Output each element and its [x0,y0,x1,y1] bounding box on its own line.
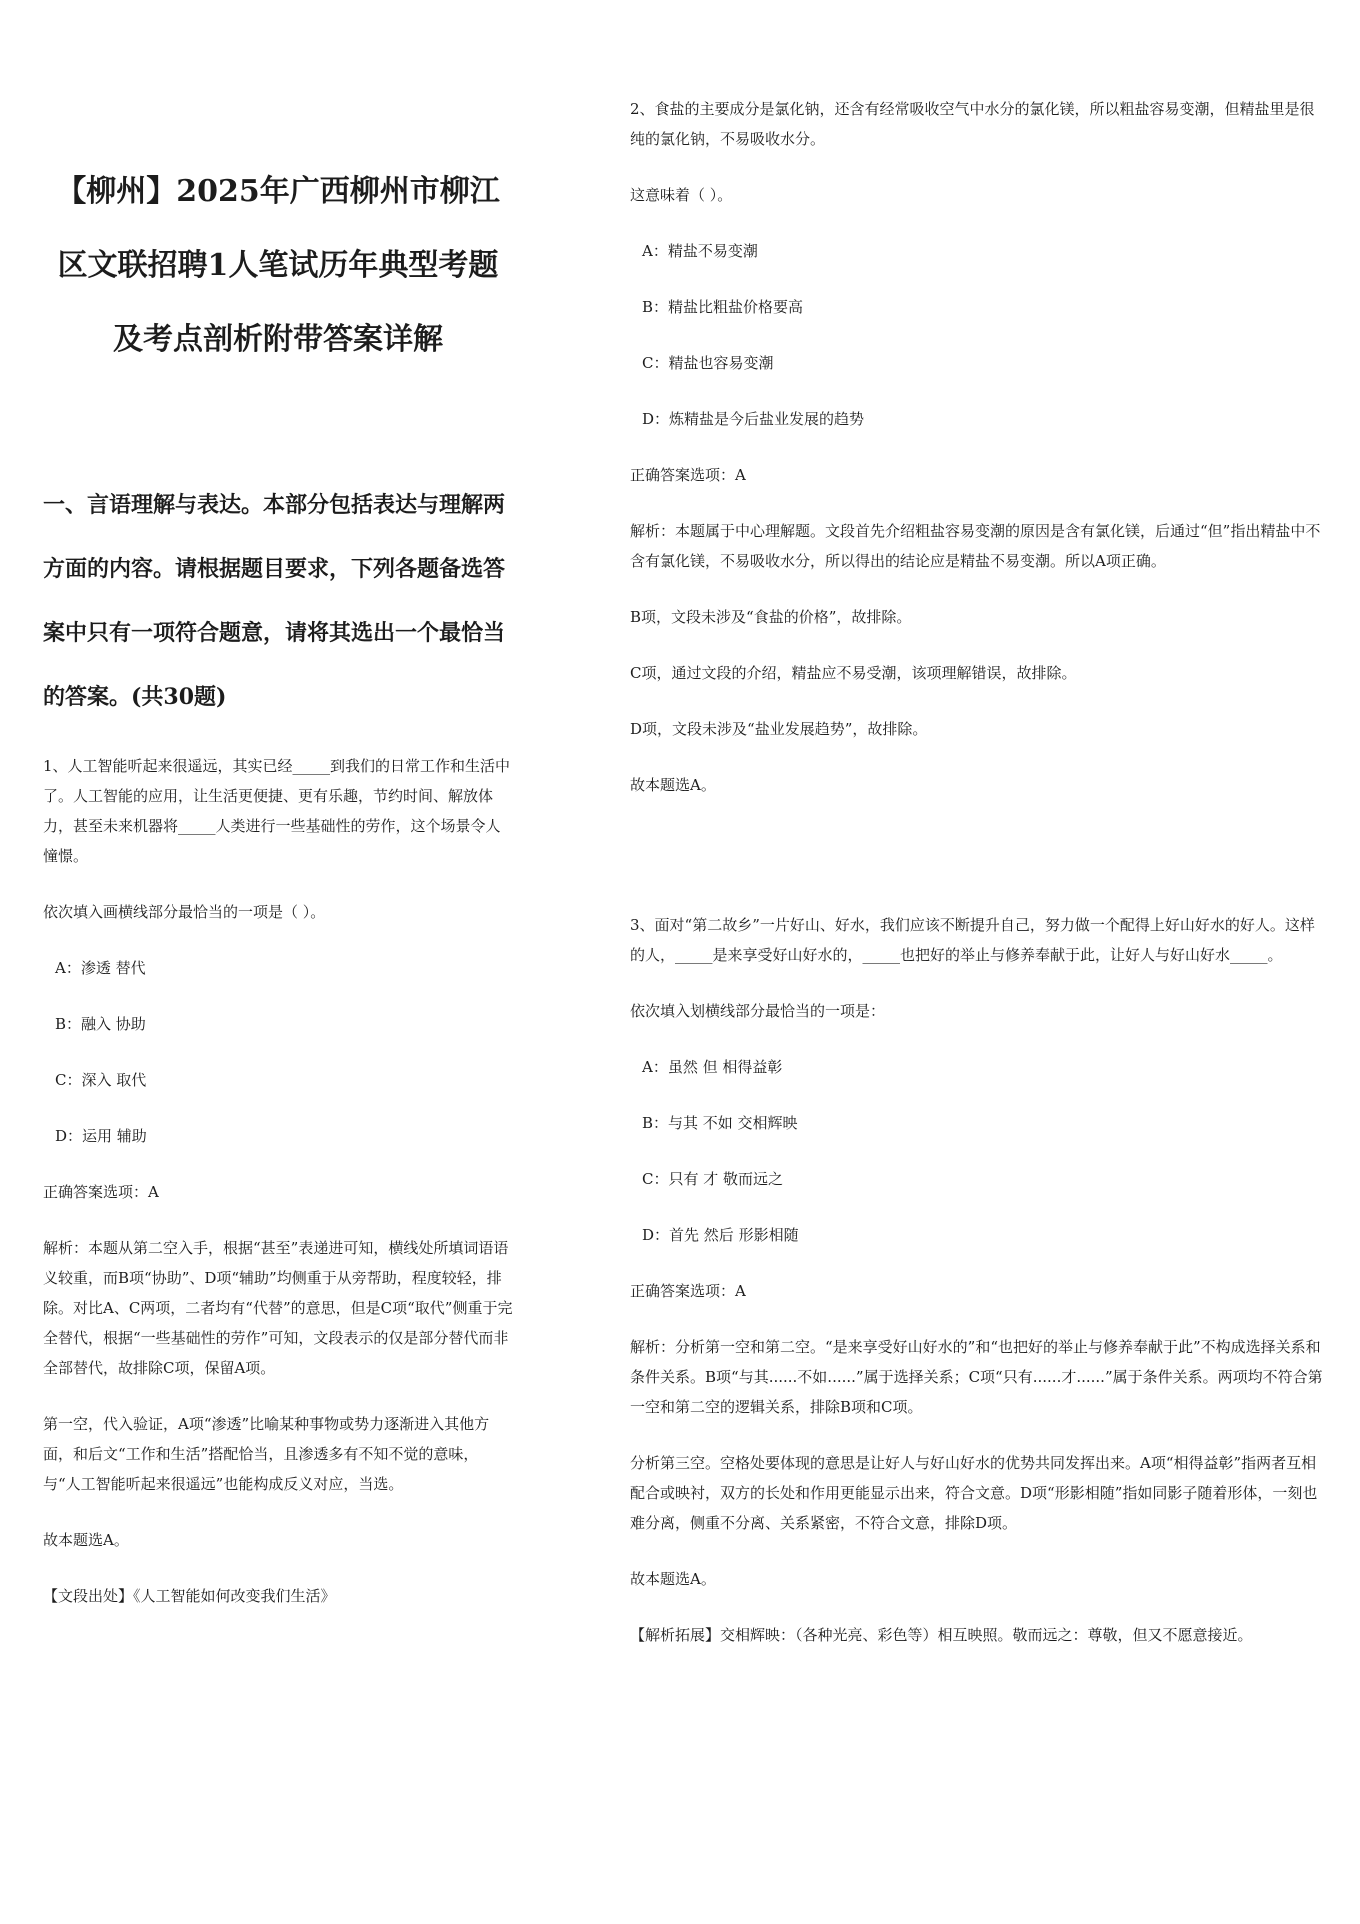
analysis-paragraph: 第一空，代入验证，A项“渗透”比喻某种事物或势力逐渐进入其他方面，和后文“工作和生活”搭配恰当，且渗透多有不知不觉的意味，与“人工智能听起来很遥远”也能构成反义对应，当选。 [43,1415,490,1493]
conclusion-line: 故本题选A。 [630,776,716,794]
conclusion-line: 故本题选A。 [630,1570,716,1588]
answer-line: 正确答案选项：A [43,1183,159,1201]
analysis-paragraph: 解析：分析第一空和第二空。“是来享受好山好水的”和“也把好的举止与修养奉献于此”不构成选择关系和条件关系。B项“与其......不如......”属于选择关系；C项“只有......才......”属于条件关系。两项均不符合第一空和第二空的逻辑关系，排除B项和C项。 [630,1338,1323,1416]
right-column [630,0,1325,1676]
option-d: D：首先 然后 形影相随 [642,1226,799,1244]
answer-line: 正确答案选项：A [630,466,746,484]
analysis-paragraph: 解析：本题从第二空入手，根据“甚至”表递进可知，横线处所填词语语义较重，而B项“协助”、D项“辅助”均侧重于从旁帮助，程度较轻，排除。对比A、C两项，二者均有“代替”的意思，但是C项“取代”侧重于完全替代，根据“一些基础性的劳作”可知，文段表示的仅是部分替代而非全部替代，故排除C项，保留A项。 [43,1239,513,1377]
option-d: D：运用 辅助 [55,1127,147,1145]
option-a: A：精盐不易变潮 [642,242,758,260]
question-stem: 1、人工智能听起来很遥远，其实已经_____到我们的日常工作和生活中了。人工智能的应用，让生活更便捷、更有乐趣，节约时间、解放体力，甚至未来机器将_____人类进行一些基础性的劳作，这个场景令人憧憬。 [43,757,511,865]
question-2 [630,94,1325,800]
question-3 [630,910,1325,1650]
option-d: D：炼精盐是今后盐业发展的趋势 [642,410,865,428]
analysis-paragraph: B项，文段未涉及“食盐的价格”，故排除。 [630,608,912,626]
option-c: C：精盐也容易变潮 [642,354,774,372]
conclusion-line: 故本题选A。 [43,1531,129,1549]
left-column [43,0,513,1637]
option-b: B：融入 协助 [55,1015,146,1033]
question-prompt: 依次填入划横线部分最恰当的一项是： [630,1002,886,1020]
option-c: C：深入 取代 [55,1071,147,1089]
analysis-paragraph: 分析第三空。空格处要体现的意思是让好人与好山好水的优势共同发挥出来。A项“相得益彰”指两者互相配合或映衬，双方的长处和作用更能显示出来，符合文意。D项“形影相随”指如同影子随着形体，一刻也难分离，侧重不分离、关系紧密，不符合文意，排除D项。 [630,1454,1318,1532]
analysis-paragraph: D项，文段未涉及“盐业发展趋势”，故排除。 [630,720,928,738]
question-1 [43,751,513,1611]
document-title: 【柳州】2025年广西柳州市柳江区文联招聘1人笔试历年典型考题及考点剖析附带答案详解 [56,174,500,357]
option-b: B：精盐比粗盐价格要高 [642,298,804,316]
analysis-extension: 【解析拓展】交相辉映：（各种光亮、彩色等）相互映照。敬而远之：尊敬，但又不愿意接近。 [630,1626,1253,1644]
option-a: A：渗透 替代 [55,959,146,977]
option-c: C：只有 才 敬而远之 [642,1170,784,1188]
analysis-paragraph: 解析：本题属于中心理解题。文段首先介绍粗盐容易变潮的原因是含有氯化镁，后通过“但”指出精盐中不含有氯化镁，不易吸收水分，所以得出的结论应是精盐不易变潮。所以A项正确。 [630,522,1321,570]
analysis-paragraph: C项，通过文段的介绍，精盐应不易受潮，该项理解错误，故排除。 [630,664,1077,682]
option-b: B：与其 不如 交相辉映 [642,1114,798,1132]
question-prompt: 这意味着（ ）。 [630,186,733,204]
source-note: 【文段出处】《人工智能如何改变我们生活》 [43,1587,336,1605]
question-stem: 3、面对“第二故乡”一片好山、好水，我们应该不断提升自己，努力做一个配得上好山好水的好人。这样的人，_____是来享受好山好水的，_____也把好的举止与修养奉献于此，让好人与好山好水_____。 [630,916,1315,964]
option-a: A：虽然 但 相得益彰 [642,1058,783,1076]
section-heading: 一、言语理解与表达。本部分包括表达与理解两方面的内容。请根据题目要求，下列各题备选答案中只有一项符合题意，请将其选出一个最恰当的答案。(共30题) [43,492,506,710]
answer-line: 正确答案选项：A [630,1282,746,1300]
question-stem: 2、食盐的主要成分是氯化钠，还含有经常吸收空气中水分的氯化镁，所以粗盐容易变潮，但精盐里是很纯的氯化钠，不易吸收水分。 [630,100,1315,148]
question-prompt: 依次填入画横线部分最恰当的一项是（ ）。 [43,903,326,921]
